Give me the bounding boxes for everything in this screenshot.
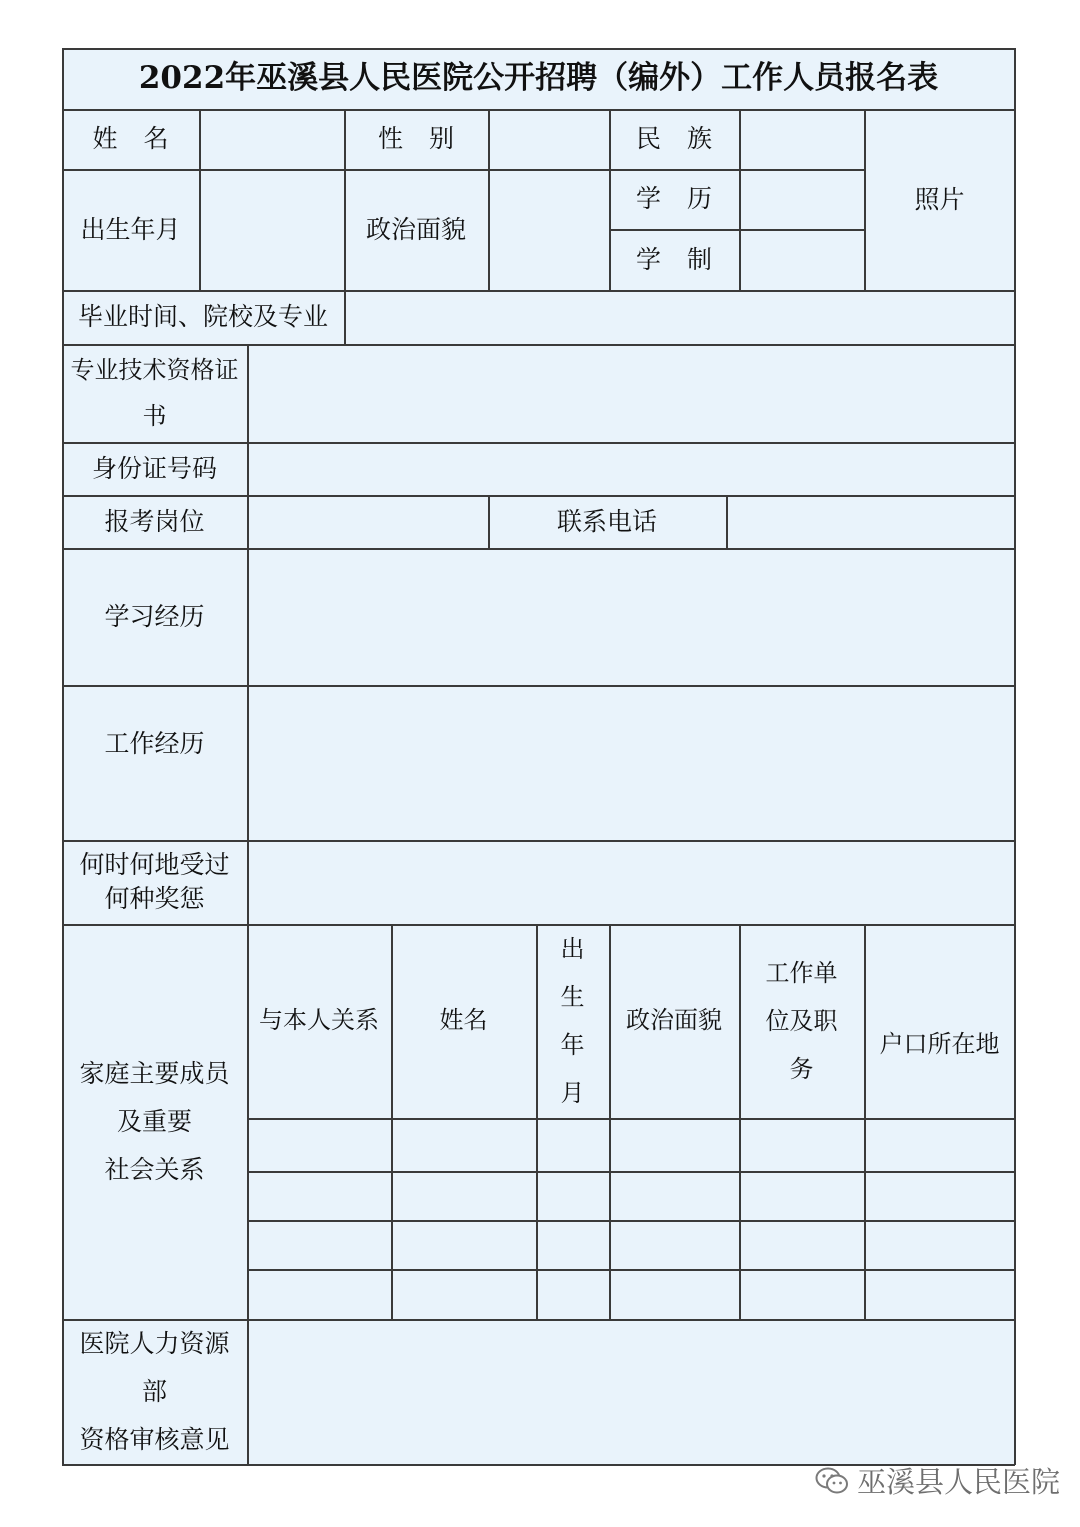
family-row-4[interactable] bbox=[249, 1271, 1013, 1318]
review-label bbox=[62, 1319, 247, 1464]
family-label bbox=[62, 924, 247, 1319]
awards-label-line1: 何时何地受过 bbox=[79, 850, 230, 879]
phone-input[interactable] bbox=[728, 497, 1013, 547]
awards-input[interactable] bbox=[249, 842, 1013, 923]
review-label-line1: 医院人力资源 bbox=[79, 1328, 230, 1358]
position-label: 报考岗位 bbox=[104, 506, 205, 536]
employer-line2: 位及职 bbox=[765, 1007, 838, 1035]
birth-char: 出 bbox=[560, 935, 585, 963]
position-input[interactable] bbox=[249, 497, 486, 547]
family-header-name: 姓名 bbox=[439, 1006, 488, 1035]
work-input[interactable] bbox=[249, 687, 1013, 839]
family-label-line1: 家庭主要成员 bbox=[79, 1058, 230, 1088]
gender-label: 性别 bbox=[377, 124, 480, 154]
schooling-label: 学制 bbox=[635, 244, 738, 274]
registration-form bbox=[62, 48, 1015, 1465]
ethnicity-label: 民族 bbox=[635, 124, 738, 154]
family-header-birth bbox=[536, 924, 609, 1118]
study-label: 学习经历 bbox=[104, 601, 205, 631]
birth-char: 年 bbox=[560, 1031, 585, 1059]
employer-line1: 工作单 bbox=[765, 959, 838, 987]
family-header-relation: 与本人关系 bbox=[259, 1006, 379, 1035]
name-input[interactable] bbox=[201, 111, 342, 168]
study-input[interactable] bbox=[249, 550, 1013, 684]
political-label: 政治面貌 bbox=[365, 214, 466, 244]
wechat-icon bbox=[815, 1466, 849, 1496]
birth-char: 月 bbox=[560, 1079, 585, 1107]
review-input[interactable] bbox=[249, 1321, 1013, 1463]
schooling-input[interactable] bbox=[741, 231, 862, 288]
family-row-3[interactable] bbox=[249, 1222, 1013, 1268]
family-header-hukou: 户口所在地 bbox=[879, 1030, 1000, 1059]
employer-line3: 务 bbox=[789, 1055, 814, 1083]
family-row-1[interactable] bbox=[249, 1120, 1013, 1170]
birth-input[interactable] bbox=[201, 171, 342, 288]
awards-label bbox=[62, 840, 247, 924]
watermark bbox=[815, 1460, 1060, 1501]
political-input[interactable] bbox=[490, 171, 607, 288]
id-number-input[interactable] bbox=[249, 444, 1013, 494]
family-row-2[interactable] bbox=[249, 1173, 1013, 1219]
certificate-label bbox=[62, 344, 247, 442]
form-title: 2022年巫溪县人民医院公开招聘（编外）工作人员报名表 bbox=[138, 60, 939, 97]
photo-label: 照片 bbox=[914, 184, 965, 214]
awards-label-line2: 何种奖惩 bbox=[104, 884, 205, 913]
watermark-text: 巫溪县人民医院 bbox=[857, 1465, 1061, 1499]
certificate-input[interactable] bbox=[249, 346, 1013, 441]
phone-label: 联系电话 bbox=[556, 506, 657, 536]
ethnicity-input[interactable] bbox=[741, 111, 862, 168]
family-header-political: 政治面貌 bbox=[626, 1006, 722, 1035]
birth-label: 出生年月 bbox=[80, 214, 181, 244]
family-header-employer bbox=[739, 924, 864, 1118]
review-label-line2: 部 bbox=[141, 1376, 167, 1406]
family-label-line2: 及重要 bbox=[116, 1106, 192, 1136]
certificate-label-line2: 书 bbox=[142, 402, 167, 430]
education-label: 学历 bbox=[635, 184, 738, 214]
review-label-line3: 资格审核意见 bbox=[79, 1424, 230, 1454]
name-label: 姓名 bbox=[92, 124, 195, 154]
birth-char: 生 bbox=[560, 983, 585, 1011]
gender-input[interactable] bbox=[490, 111, 607, 168]
education-input[interactable] bbox=[741, 171, 862, 228]
family-label-line3: 社会关系 bbox=[104, 1154, 205, 1184]
certificate-label-line1: 专业技术资格证 bbox=[70, 356, 239, 384]
id-number-label: 身份证号码 bbox=[91, 453, 217, 483]
graduation-input[interactable] bbox=[346, 292, 1013, 343]
graduation-label: 毕业时间、院校及专业 bbox=[77, 302, 328, 332]
work-label: 工作经历 bbox=[104, 729, 205, 759]
